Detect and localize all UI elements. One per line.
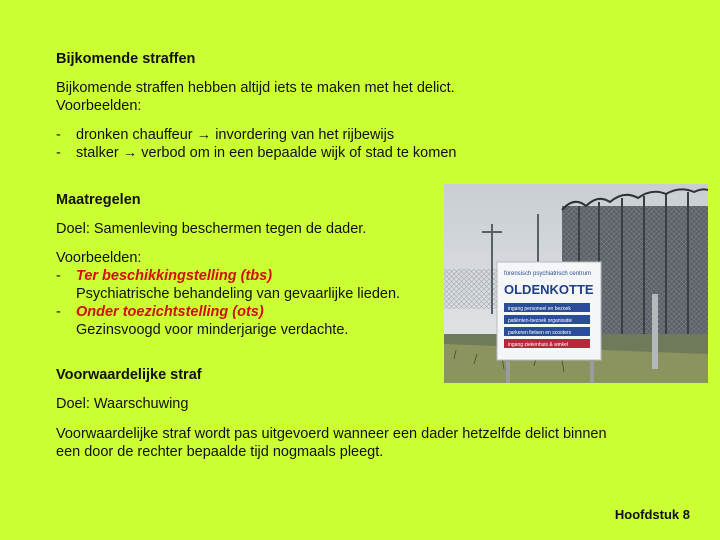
heading-maatregelen: Maatregelen <box>56 192 141 208</box>
sign-row: ingang ziekenhuis & winkel <box>508 342 569 348</box>
heading-voorwaardelijke-straf: Voorwaardelijke straf <box>56 367 202 383</box>
paragraph-line: een door de rechter bepaalde tijd nogmaals pleegt. <box>56 444 384 460</box>
photo-illustration <box>444 184 708 383</box>
sign-row: patiënten-bezoek organisatie <box>508 318 573 324</box>
list-item-title: Ter beschikkingstelling (tbs) <box>76 268 273 284</box>
sign-small-text: forensisch psychiatrisch centrum <box>504 271 592 277</box>
list-item-left: stalker <box>76 145 119 161</box>
list-dash: - <box>56 268 61 284</box>
footer-chapter: Hoofdstuk 8 <box>614 507 690 522</box>
list-item-right: invordering van het rijbewijs <box>215 127 395 143</box>
list-dash: - <box>56 304 61 320</box>
list-item-title: Onder toezichtstelling (ots) <box>76 304 264 320</box>
sign-title: OLDENKOTTE <box>504 282 594 297</box>
list-item-left: dronken chauffeur <box>76 127 193 143</box>
list-item-desc: Psychiatrische behandeling van gevaarlijke lieden. <box>76 286 401 302</box>
list-dash: - <box>56 127 61 143</box>
list-item <box>76 144 456 162</box>
list-item-right: verbod om in een bepaalde wijk of stad te komen <box>141 145 457 161</box>
list-item <box>76 126 394 144</box>
paragraph-doel: Doel: Samenleving beschermen tegen de dader. <box>56 221 367 237</box>
paragraph-voorbeelden: Voorbeelden: <box>56 250 142 266</box>
list-item-desc: Gezinsvoogd voor minderjarige verdachte. <box>76 322 349 338</box>
arrow-icon: → <box>122 145 138 161</box>
photo-oldenkotte <box>444 184 708 383</box>
sign-row: ingang personeel en bezoek <box>508 306 571 312</box>
list-dash: - <box>56 145 61 161</box>
paragraph-line: Voorwaardelijke straf wordt pas uitgevoerd wanneer een dader hetzelfde delict binnen <box>56 426 607 442</box>
paragraph-line: Bijkomende straffen hebben altijd iets te maken met het delict. <box>56 80 455 96</box>
arrow-icon: → <box>196 127 212 143</box>
heading-bijkomende-straffen: Bijkomende straffen <box>56 51 196 67</box>
paragraph-line: Voorbeelden: <box>56 98 142 114</box>
sign-row: parkeren fietsen en scooters <box>508 330 572 336</box>
paragraph-doel: Doel: Waarschuwing <box>56 396 189 412</box>
